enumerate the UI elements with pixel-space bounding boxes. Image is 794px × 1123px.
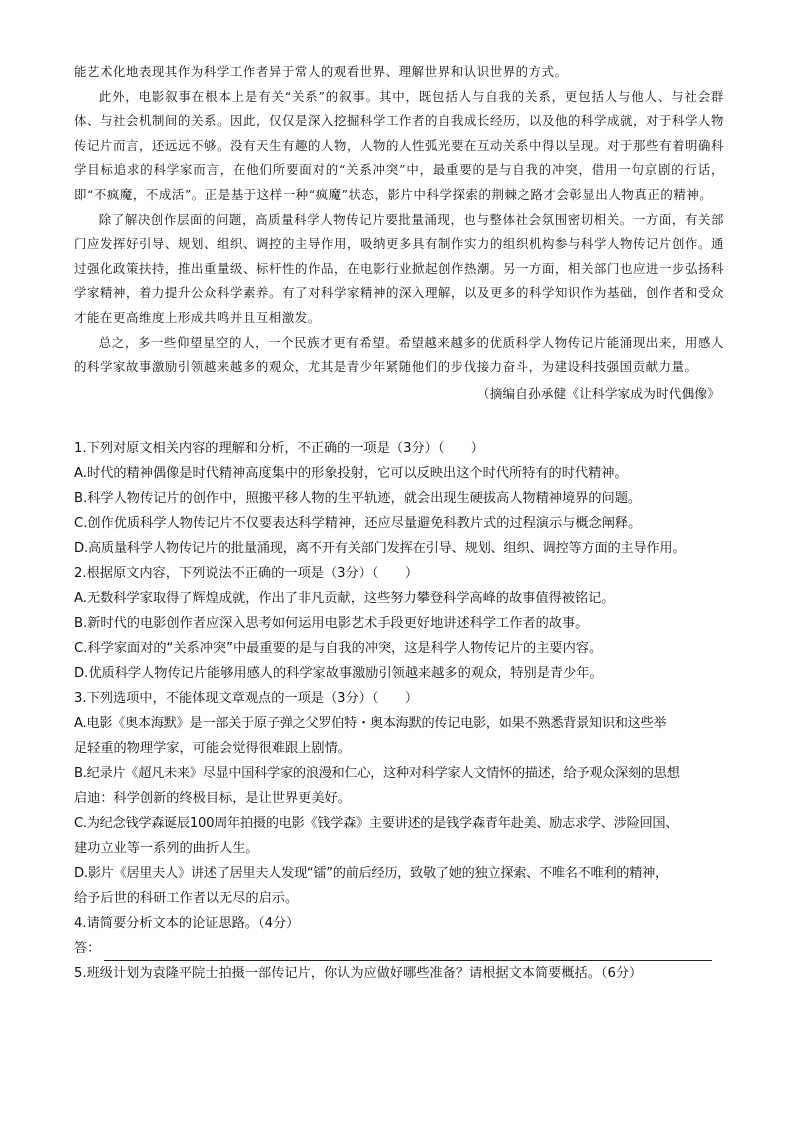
question-2-option-a: A.无数科学家取得了辉煌成就，作出了非凡贡献，这些努力攀登科学高峰的故事值得被铭记。 [74,591,615,606]
question-3-option-d-line-2: 给予后世的科研工作者以无尽的启示。 [74,891,299,906]
question-2-option-d: D.优质科学人物传记片能够用感人的科学家故事激励引领越来越多的观众，特别是青少年。 [74,666,603,681]
question-3-option-c-line-2: 建功立业等一系列的曲折人生。 [74,841,259,856]
passage-paragraph-2: 除了解决创作层面的问题，高质量科学人物传记片要批量涌现，也与整体社会氛围密切相关。一方面，有关部门应发挥好引导、规划、组织、调控的主导作用，吸纳更多具有制作实力的组织机构参与科学人物传记片创作。通过强化政策扶持，推出重量级、标杆性的作品，在电影行业掀起创作热潮。另一方面，相关部门也应进一步弘扬科学家精神，着力提升公众科学素养。有了对科学家精神的深入理解，以及更多的科学知识作为基础，创作者和受众才能在更高维度上形成共鸣并且互相激发。 [74,211,724,325]
question-3-option-c-line-1: C.为纪念钱学森诞辰100周年拍摄的电影《钱学森》主要讲述的是钱学森青年赴美、励志求学、涉险回国、 [74,816,679,831]
question-3-option-a-line-2: 足轻重的物理学家，可能会觉得很难跟上剧情。 [74,741,351,756]
passage-paragraph-0: 能艺术化地表现其作为科学工作者异于常人的观看世界、理解世界和认识世界的方式。 [74,64,568,79]
question-3-option-b-line-2: 启迪：科学创新的终极目标，是让世界更美好。 [74,791,351,806]
question-2-option-c: C.科学家面对的“关系冲突”中最重要的是与自我的冲突，这是科学人物传记片的主要内容。 [74,641,603,656]
question-1-option-c: C.创作优质科学人物传记片不仅要表达科学精神，还应尽量避免科教片式的过程演示与概念阐释。 [74,516,642,531]
answer-blank-line[interactable] [104,943,712,961]
passage-source: （摘编自孙承健《让科学家成为时代偶像》 [476,385,720,401]
question-1-option-b: B.科学人物传记片的创作中，照搬平移人物的生平轨迹，就会出现生硬拔高人物精神境界的问题。 [74,491,642,506]
question-1-stem: 1.下列对原文相关内容的理解和分析，不正确的一项是（3分）（ ） [74,441,484,456]
question-5-stem: 5.班级计划为袁隆平院士拍摄一部传记片，你认为应做好哪些准备？请根据文本简要概括。（6分） [74,966,643,981]
question-2-option-b: B.新时代的电影创作者应深入思考如何运用电影艺术手段更好地讲述科学工作者的故事。 [74,616,589,631]
passage-paragraph-1: 此外，电影叙事在根本上是有关“关系”的叙事。其中，既包括人与自我的关系，更包括人与他人、与社会群体、与社会机制间的关系。因此，仅仅是深入挖掘科学工作者的自我成长经历，以及他的科学成就，对于科学人物传记片而言，还远远不够。没有天生有趣的人物，人物的人性弧光要在互动关系中得以呈现。对于那些有着明确科学目标追求的科学家而言，在他们所要面对的“关系冲突”中，最重要的是与自我的冲突，借用一句京剧的行话，即“不疯魔，不成活”。正是基于这样一种“疯魔”状态，影片中科学探索的荆棘之路才会彰显出人物真正的精神。 [74,88,724,202]
question-1-option-a: A.时代的精神偶像是时代精神高度集中的形象投射，它可以反映出这个时代所特有的时代精神。 [74,466,628,481]
answer-label: 答： [74,941,101,956]
reading-passage [74,60,724,406]
passage-paragraph-3: 总之，多一些仰望星空的人，一个民族才更有希望。希望越来越多的优质科学人物传记片能涌现出来，用感人的科学家故事激励引领越来越多的观众，尤其是青少年紧随他们的步伐接力奋斗，为建设科技强国贡献力量。 [74,334,724,375]
questions-section [74,436,726,986]
question-1-option-d: D.高质量科学人物传记片的批量涌现，离不开有关部门发挥在引导、规划、组织、调控等方面的主导作用。 [74,541,686,556]
question-4-answer-row [74,936,726,961]
question-4-stem: 4.请简要分析文本的论证思路。（4分） [74,916,300,931]
question-3-stem: 3.下列选项中，不能体现文章观点的一项是（3分）（ ） [74,691,419,706]
question-3-option-a-line-1: A.电影《奥本海默》是一部关于原子弹之父罗伯特・奥本海默的传记电影，如果不熟悉背景知识和这些举 [74,716,667,731]
question-2-stem: 2.根据原文内容，下列说法不正确的一项是（3分）（ ） [74,566,419,581]
question-3-option-b-line-1: B.纪录片《超凡未来》尽显中国科学家的浪漫和仁心，这种对科学家人文情怀的描述，给予观众深刻的思想 [74,766,680,781]
question-3-option-d-line-1: D.影片《居里夫人》讲述了居里夫人发现“镭”的前后经历，致敬了她的独立探索、不唯名不唯利的精神， [74,866,668,881]
